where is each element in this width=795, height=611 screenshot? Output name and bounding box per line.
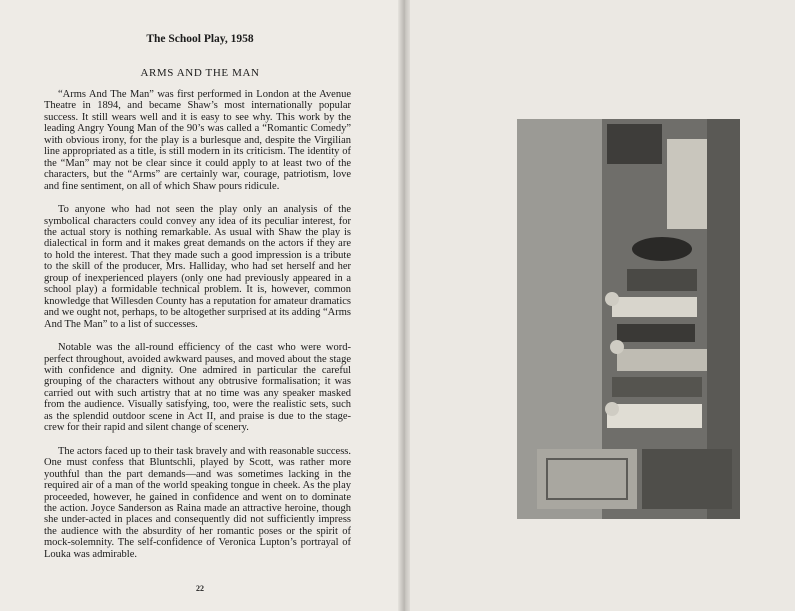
paragraph: To anyone who had not seen the play only an analysis of the symbolical characters could convey any idea of its peculiar interest, for the actual story is nothing remarkable. As usual with Shaw the play is dialectical in form and it makes great demands on the actors if they are to hold the interest. That they made such a good impression is a tribute to the skill of the producer, Mrs. Halliday, who had set herself and her group of inexperienced players (only one had previously appeared in a school play) a formidable technical problem. It is, however, common knowledge that Willesden County has a reputation for amateur dramatics and we ought not, perhaps, to be altogether surprised at its adding “Arms And The Man” to a list of successes. [44, 204, 351, 330]
page-number: 22 [196, 584, 204, 593]
page-title: The School Play, 1958 [146, 33, 254, 45]
paragraph: Notable was the all-round efficiency of the cast who were word-perfect throughout, avoided awkward pauses, and moved about the stage with confidence and dignity. One admired in particular the careful grouping of the characters without any obtrusive formalisation; it was carried out with such artistry that at no time was any speaker masked from the audience. Visually satisfying, too, were the realistic sets, such as the splendid outdoor scene in Act II, and praise is due to the stage-crew for their rapid and silent change of scenery. [44, 342, 351, 434]
article-heading: ARMS AND THE MAN [140, 67, 260, 79]
paragraph: The actors faced up to their task bravely and with reasonable success. One must confess that Bluntschli, played by Scott, was rather more youthful than the part demands—and was sometimes lacking in the required air of a man of the world speaking tongue in cheek. As the play proceeded, however, he gained in confidence and went on to dominate the action. Joyce Sanderson as Raina made an attractive heroine, though she under-acted in places and consequently did not sufficiently impress the audience with the absurdity of her romantic poses or the spirit of mock-solemnity. The self-confidence of Veronica Lupton’s portrayal of Louka was admirable. [44, 445, 351, 560]
paragraph: “Arms And The Man” was first performed in London at the Avenue Theatre in 1894, and became Shaw’s most internationally popular success. It still wears well and it is easy to see why. This work by the leading Angry Young Man of the 90’s was called a “Romantic Comedy” with obvious irony, for the play is a burlesque and, despite the Virgilian line appropriated as a title, is still modern in its criticism. The identity of the “Man” may not be clear since it could apply to at least two of the characters, but the “Arms” are certainly war, courage, patriotism, love and fine sentiment, on all of which Shaw pours ridicule. [44, 89, 351, 192]
article-body [44, 89, 351, 572]
stage-photo-icon [517, 119, 740, 519]
